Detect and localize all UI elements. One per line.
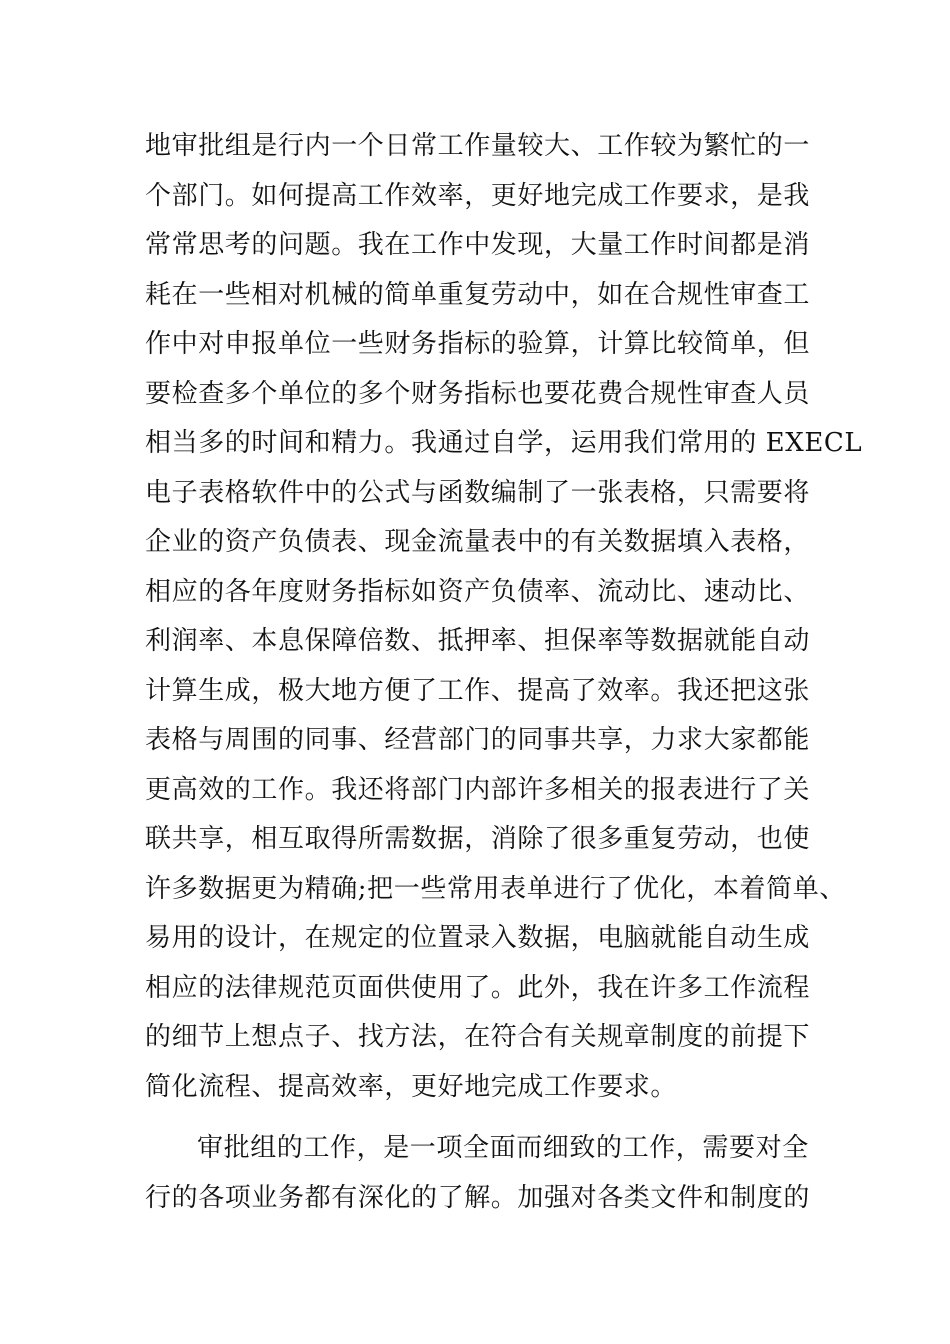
text-line: 的细节上想点子、找方法，在符合有关规章制度的前提下 xyxy=(145,1022,811,1052)
text-line: 企业的资产负债表、现金流量表中的有关数据填入表格， xyxy=(145,527,811,557)
text-line: 简化流程、提高效率，更好地完成工作要求。 xyxy=(145,1071,678,1102)
text-line: 审批组的工作，是一项全面而细致的工作，需要对全 xyxy=(197,1133,809,1163)
text-line: 利润率、本息保障倍数、抵押率、担保率等数据就能自动 xyxy=(145,626,811,656)
text-line: 个部门。如何提高工作效率，更好地完成工作要求，是我 xyxy=(145,180,811,211)
text-line: 更高效的工作。我还将部门内部许多相关的报表进行了关 xyxy=(145,774,811,805)
text-line: 相应的法律规范页面供使用了。此外，我在许多工作流程 xyxy=(145,972,811,1003)
text-line: 作中对申报单位一些财务指标的验算，计算比较简单，但 xyxy=(145,329,811,359)
text-line: 表格与周围的同事、经营部门的同事共享，力求大家都能 xyxy=(145,725,811,755)
text-line: 行的各项业务都有深化的了解。加强对各类文件和制度的 xyxy=(145,1182,811,1213)
document-body xyxy=(145,122,863,1223)
text-line: 许多数据更为精确;把一些常用表单进行了优化，本着简单、 xyxy=(145,873,846,904)
text-line: 相应的各年度财务指标如资产负债率、流动比、速动比、 xyxy=(145,576,811,607)
text-line: 易用的设计，在规定的位置录入数据，电脑就能自动生成 xyxy=(145,923,811,953)
text-line: 相当多的时间和精力。我通过自学，运用我们常用的 EXECL xyxy=(145,428,863,458)
paragraph-spacer xyxy=(145,1112,825,1124)
text-line: 计算生成，极大地方便了工作、提高了效率。我还把这张 xyxy=(145,675,811,706)
paragraph-1 xyxy=(145,122,863,1112)
paragraph-2 xyxy=(145,1124,825,1223)
text-line: 联共享，相互取得所需数据，消除了很多重复劳动，也使 xyxy=(145,824,811,854)
text-line: 常常思考的问题。我在工作中发现，大量工作时间都是消 xyxy=(145,230,811,260)
text-line: 地审批组是行内一个日常工作量较大、工作较为繁忙的一 xyxy=(145,131,811,161)
text-line: 耗在一些相对机械的简单重复劳动中，如在合规性审查工 xyxy=(145,279,811,310)
text-line: 电子表格软件中的公式与函数编制了一张表格，只需要将 xyxy=(145,477,811,508)
text-line: 要检查多个单位的多个财务指标也要花费合规性审查人员 xyxy=(145,378,811,409)
